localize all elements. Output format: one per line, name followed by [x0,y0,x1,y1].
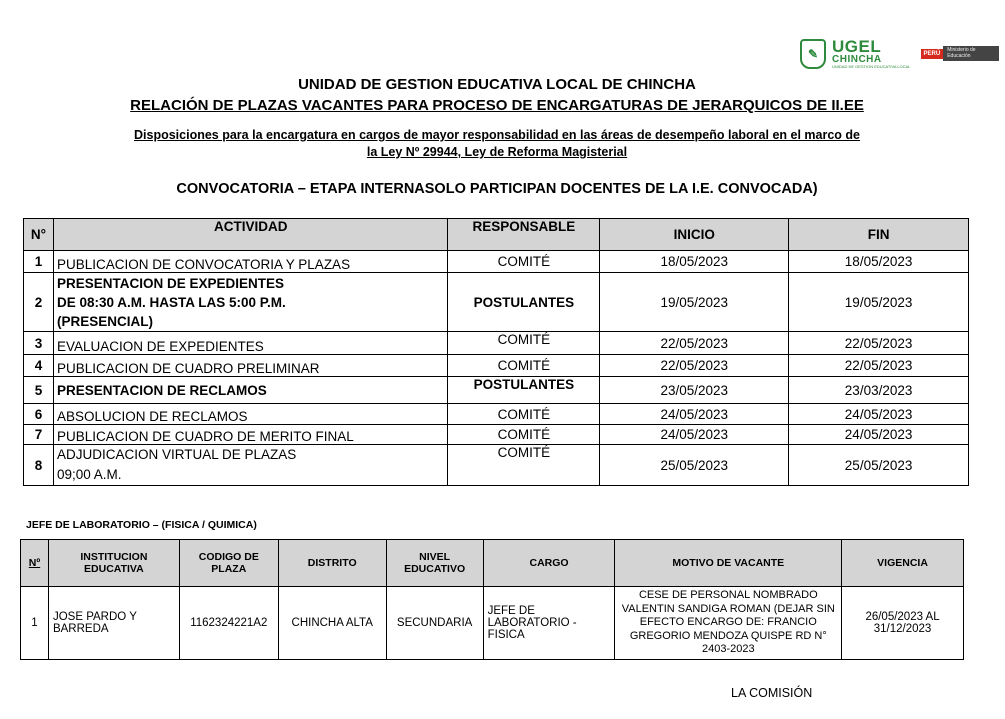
schedule-table [23,218,969,486]
header-cell: DISTRITO [278,540,386,587]
ministry-badge: Ministerio de Educación [943,46,999,61]
schedule-header-row [24,219,969,251]
logo-sub: CHINCHA [832,54,882,65]
header-cell: N° [24,219,54,251]
ugel-logo [800,38,999,69]
dispositions-line-2: la Ley Nº 29944, Ley de Reforma Magisterial [366,145,628,159]
activity-line: (PRESENCIAL) [56,313,153,329]
dispositions-text [85,127,909,161]
row-end: 24/05/2023 [789,425,969,445]
row-start: 22/05/2023 [600,355,789,377]
row-end: 19/05/2023 [789,273,969,332]
row-start: 24/05/2023 [600,404,789,425]
document-subtitle: RELACIÓN DE PLAZAS VACANTES PARA PROCESO DE ENCARGATURAS DE JERARQUICOS DE II.EE [130,97,864,114]
row-end: 23/03/2023 [789,377,969,404]
peru-badge: PERÚ [921,49,944,59]
table-row [24,404,969,425]
vacancy-institution: JOSE PARDO Y BARREDA [48,587,179,660]
table-row [24,377,969,404]
header-cell: CODIGO DE PLAZA [179,540,278,587]
ugel-logo-text [832,38,911,69]
table-row [24,332,969,355]
vacancy-position: JEFE DE LABORATORIO - FISICA [483,587,615,660]
table-row [24,445,969,486]
row-number: 6 [24,404,54,425]
row-start: 25/05/2023 [600,445,789,486]
row-number: 4 [24,355,54,377]
header-cell: ACTIVIDAD [53,219,447,251]
row-start: 19/05/2023 [600,273,789,332]
row-responsible: COMITÉ [448,404,600,425]
table-row [24,251,969,273]
header-cell: MOTIVO DE VACANTE [615,540,842,587]
row-start: 23/05/2023 [600,377,789,404]
row-activity: EVALUACION DE EXPEDIENTES [53,332,447,355]
vacancy-level: SECUNDARIA [386,587,483,660]
row-start: 18/05/2023 [600,251,789,273]
row-responsible: COMITÉ [448,332,600,355]
table-row [21,587,964,660]
row-number: 2 [24,273,54,332]
row-activity [53,273,447,332]
row-end: 25/05/2023 [789,445,969,486]
lab-section-heading: JEFE DE LABORATORIO – (FISICA / QUIMICA) [26,519,257,531]
table-row [24,355,969,377]
row-start: 24/05/2023 [600,425,789,445]
ugel-seal-icon: ✎ [800,39,826,69]
vacancy-table [20,539,964,660]
document-title: UNIDAD DE GESTION EDUCATIVA LOCAL DE CHINCHA [298,76,696,93]
row-responsible: COMITÉ [448,251,600,273]
activity-line: 09;00 A.M. [56,467,122,482]
header-cell: INICIO [600,219,789,251]
row-number: 3 [24,332,54,355]
row-activity: PUBLICACION DE CUADRO PRELIMINAR [53,355,447,377]
header-cell: INSTITUCION EDUCATIVA [48,540,179,587]
row-number: 5 [24,377,54,404]
row-end: 18/05/2023 [789,251,969,273]
row-responsible: POSTULANTES [448,273,600,332]
vacancy-reason: CESE DE PERSONAL NOMBRADO VALENTIN SANDIGA ROMAN (DEJAR SIN EFECTO ENCARGO DE: FRANCIO GREGORIO MENDOZA QUISPE RD N° 2403-2023 [615,587,842,660]
activity-line: ADJUDICACION VIRTUAL DE PLAZAS [56,447,297,462]
vacancy-validity: 26/05/2023 AL 31/12/2023 [842,587,964,660]
logo-tagline: UNIDAD DE GESTION EDUCATIVA LOCAL [832,64,911,69]
row-end: 22/05/2023 [789,332,969,355]
logo-name: UGEL [832,37,882,56]
row-number: 8 [24,445,54,486]
vacancy-header-row [21,540,964,587]
row-activity: PRESENTACION DE RECLAMOS [53,377,447,404]
row-responsible: COMITÉ [448,445,600,486]
header-cell: VIGENCIA [842,540,964,587]
dispositions-line-1: Disposiciones para la encargatura en cargos de mayor responsabilidad en las áreas de desempeño laboral en el marco de [134,128,860,142]
row-responsible: POSTULANTES [448,377,600,404]
row-activity [53,445,447,486]
activity-line: PRESENTACION DE EXPEDIENTES [56,275,285,291]
minedu-logo [921,46,1000,61]
row-start: 22/05/2023 [600,332,789,355]
row-activity: PUBLICACION DE CUADRO DE MERITO FINAL [53,425,447,445]
row-activity: ABSOLUCION DE RECLAMOS [53,404,447,425]
header-cell: NIVEL EDUCATIVO [386,540,483,587]
row-activity: PUBLICACION DE CONVOCATORIA Y PLAZAS [53,251,447,273]
header-cell: FIN [789,219,969,251]
header-cell: RESPONSABLE [448,219,600,251]
vacancy-number: 1 [21,587,49,660]
vacancy-code: 1162324221A2 [179,587,278,660]
header-cell: CARGO [483,540,615,587]
row-responsible: COMITÉ [448,425,600,445]
activity-line: DE 08:30 A.M. HASTA LAS 5:00 P.M. [56,294,286,310]
table-row [24,273,969,332]
row-responsible: COMITÉ [448,355,600,377]
table-row [24,425,969,445]
signature-line: LA COMISIÓN [731,686,813,700]
row-end: 22/05/2023 [789,355,969,377]
vacancy-district: CHINCHA ALTA [278,587,386,660]
header-cell: Nº [21,540,49,587]
row-end: 24/05/2023 [789,404,969,425]
row-number: 1 [24,251,54,273]
convocatoria-heading: CONVOCATORIA – ETAPA INTERNASOLO PARTICIPAN DOCENTES DE LA I.E. CONVOCADA) [176,181,818,197]
row-number: 7 [24,425,54,445]
